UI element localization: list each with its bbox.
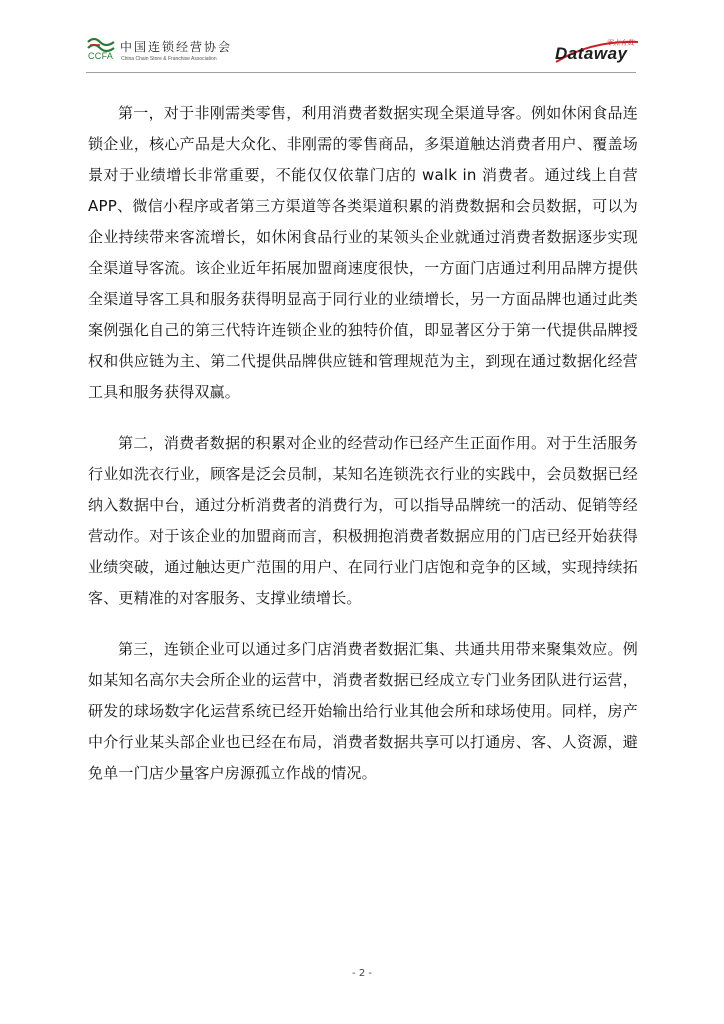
paragraph-first: 第一，对于非刚需类零售，利用消费者数据实现全渠道导客。例如休闲食品连锁企业，核心产品是大众化、非刚需的零售商品，多渠道触达消费者用户、覆盖场景对于业绩增长非常重要，不能仅仅依靠门店的 walk in 消费者。通过线上自营 APP、微信小程序或者第三方渠道等各类渠道积累的消费数据和会员数据，可以为企业持续带来客流增长，如休闲食品行业的某领头企业就通过消费者数据逐步实现全渠道导客流。该企业近年拓展加盟商速度很快，一方面门店通过利用品牌方提供全渠道导客工具和服务获得明显高于同行业的业绩增长，另一方面品牌也通过此类案例强化自己的第三代特许连锁企业的独特价值，即显著区分于第一代提供品牌授权和供应链为主、第二代提供品牌供应链和管理规范为主，到现在通过数据化经营工具和服务获得双赢。 — [88, 104, 638, 401]
org-abbreviation: CCFA — [88, 51, 114, 61]
org-name-chinese: 中国连锁经营协会 — [120, 40, 233, 54]
page-header — [0, 0, 724, 74]
page-number: - 2 - — [352, 968, 372, 979]
paragraph-third: 第三，连锁企业可以通过多门店消费者数据汇集、共通共用带来聚集效应。例如某知名高尔夫会所企业的运营中，消费者数据已经成立专门业务团队进行运营，研发的球场数字化运营系统已经开始输出给行业其他会所和球场使用。同样，房产中介行业某头部企业也已经在布局，消费者数据共享可以打通房、客、人资源，避免单一门店少量客户房源孤立作战的情况。 — [88, 640, 638, 782]
document-body — [88, 98, 638, 809]
paragraph-second: 第二，消费者数据的积累对企业的经营动作已经产生正面作用。对于生活服务行业如洗衣行业，顾客是泛会员制，某知名连锁洗衣行业的实践中，会员数据已经纳入数据中台，通过分析消费者的消费行为，可以指导品牌统一的活动、促销等经营动作。对于该企业的加盟商而言，积极拥抱消费者数据应用的门店已经开始获得业绩突破，通过触达更广范围的用户、在同行业门店饱和竞争的区域，实现持续拓客、更精准的对客服务、支撑业绩增长。 — [88, 434, 638, 607]
org-name-english: China Chain Store & Franchise Association — [121, 56, 217, 62]
partner-name-chinese: 零点有数 — [606, 39, 634, 47]
header-divider — [86, 72, 636, 73]
partner-logo-text: Dataway — [555, 44, 628, 63]
